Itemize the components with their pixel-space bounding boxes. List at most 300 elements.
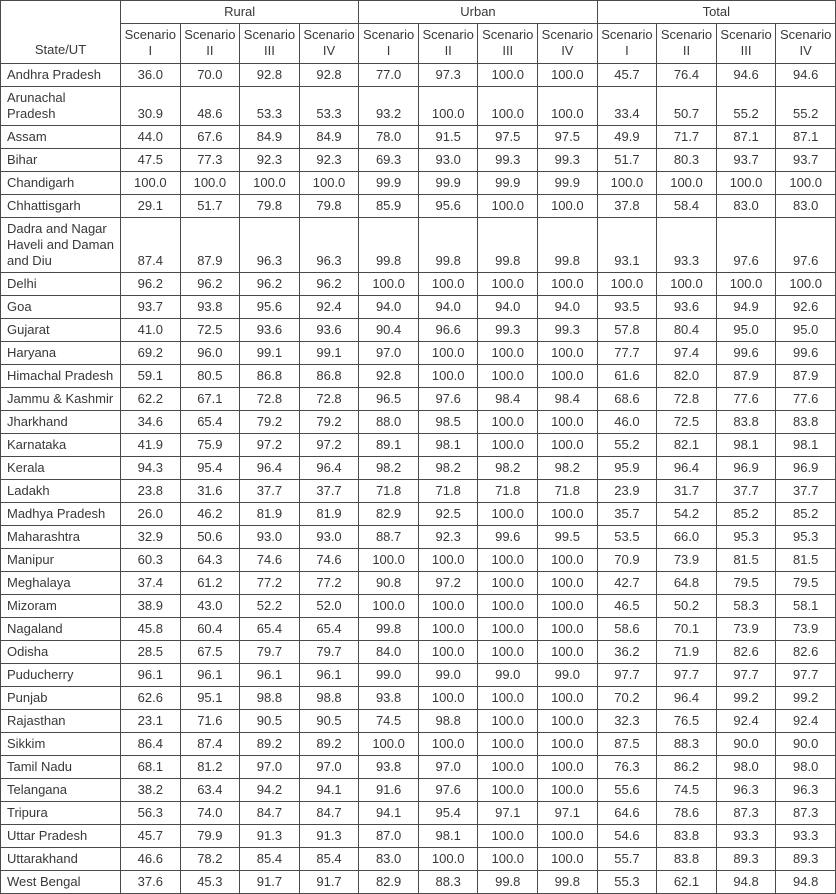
scenario-numeral: I xyxy=(386,43,391,58)
total-scenario-iv-value: 94.8 xyxy=(776,871,836,894)
total-scenario-iii-value: 100.0 xyxy=(716,273,776,296)
total-scenario-ii-value: 78.6 xyxy=(657,802,717,825)
urban-scenario-iv-value: 94.0 xyxy=(538,296,598,319)
rural-scenario-iii-value: 96.3 xyxy=(240,218,300,273)
state-name: Haryana xyxy=(1,342,121,365)
urban-scenario-iii-value: 99.9 xyxy=(478,172,538,195)
scenario-word: Scenario xyxy=(541,27,593,42)
total-scenario-ii-value: 31.7 xyxy=(657,480,717,503)
scenario-word: Scenario xyxy=(422,27,474,42)
urban-scenario-iii-value: 99.8 xyxy=(478,218,538,273)
urban-scenario-iii-value: 99.3 xyxy=(478,319,538,342)
rural-scenario-iv-value: 97.2 xyxy=(299,434,359,457)
total-scenario-i-value: 93.5 xyxy=(597,296,657,319)
total-scenario-ii-value: 97.4 xyxy=(657,342,717,365)
urban-scenario-iv-value: 99.3 xyxy=(538,319,598,342)
total-scenario-iv-value: 83.8 xyxy=(776,411,836,434)
total-scenario-i-value: 53.5 xyxy=(597,526,657,549)
total-scenario-i-value: 37.8 xyxy=(597,195,657,218)
table-row xyxy=(1,434,836,457)
total-scenario-ii-value: 73.9 xyxy=(657,549,717,572)
rural-scenario-iv-value: 91.7 xyxy=(299,871,359,894)
rural-scenario-iii-value: 85.4 xyxy=(240,848,300,871)
total-scenario-i-value: 55.3 xyxy=(597,871,657,894)
total-scenario-iv-value: 87.1 xyxy=(776,126,836,149)
state-name: Manipur xyxy=(1,549,121,572)
table-row xyxy=(1,802,836,825)
scenario-numeral: III xyxy=(502,43,514,58)
urban-scenario-i-value: 91.6 xyxy=(359,779,419,802)
rural-scenario-iv-value: 74.6 xyxy=(299,549,359,572)
urban-scenario-i-value: 93.8 xyxy=(359,756,419,779)
group-header-urban: Urban xyxy=(359,1,597,24)
table-row xyxy=(1,64,836,87)
total-scenario-i-value: 61.6 xyxy=(597,365,657,388)
total-scenario-i-value: 57.8 xyxy=(597,319,657,342)
urban-scenario-i-value: 78.0 xyxy=(359,126,419,149)
total-scenario-ii-value: 54.2 xyxy=(657,503,717,526)
total-scenario-ii-value: 80.4 xyxy=(657,319,717,342)
total-scenario-iii-value: 58.3 xyxy=(716,595,776,618)
rural-scenario-ii-value: 81.2 xyxy=(180,756,240,779)
scenario-word: Scenario xyxy=(482,27,534,42)
scenario-numeral: III xyxy=(264,43,275,58)
rural-scenario-iii-value: 81.9 xyxy=(240,503,300,526)
urban-scenario-iii-value: 100.0 xyxy=(478,779,538,802)
total-scenario-iii-value: 99.2 xyxy=(716,687,776,710)
scenario-numeral: IV xyxy=(322,43,336,58)
rural-scenario-iv-value: 90.5 xyxy=(299,710,359,733)
total-scenario-iv-value: 97.6 xyxy=(776,218,836,273)
state-name: Tamil Nadu xyxy=(1,756,121,779)
scenario-numeral: IV xyxy=(799,43,812,58)
urban-scenario-ii-value: 95.4 xyxy=(418,802,478,825)
scenario-header-urban-ii xyxy=(418,24,478,64)
urban-scenario-ii-value: 71.8 xyxy=(418,480,478,503)
total-scenario-i-value: 32.3 xyxy=(597,710,657,733)
rural-scenario-i-value: 62.2 xyxy=(121,388,181,411)
state-name: Delhi xyxy=(1,273,121,296)
rural-scenario-i-value: 37.4 xyxy=(121,572,181,595)
table-row xyxy=(1,296,836,319)
total-scenario-iv-value: 98.1 xyxy=(776,434,836,457)
rural-scenario-ii-value: 67.1 xyxy=(180,388,240,411)
total-scenario-iv-value: 92.4 xyxy=(776,710,836,733)
rural-scenario-iii-value: 84.9 xyxy=(240,126,300,149)
scenario-header-urban-iv xyxy=(538,24,598,64)
rural-scenario-iv-value: 93.6 xyxy=(299,319,359,342)
urban-scenario-iii-value: 71.8 xyxy=(478,480,538,503)
urban-scenario-ii-value: 100.0 xyxy=(418,342,478,365)
urban-scenario-iv-value: 98.2 xyxy=(538,457,598,480)
total-scenario-i-value: 33.4 xyxy=(597,87,657,126)
state-name: Maharashtra xyxy=(1,526,121,549)
rural-scenario-i-value: 41.9 xyxy=(121,434,181,457)
state-name: Jharkhand xyxy=(1,411,121,434)
total-scenario-iv-value: 93.3 xyxy=(776,825,836,848)
total-scenario-iii-value: 37.7 xyxy=(716,480,776,503)
urban-scenario-i-value: 94.0 xyxy=(359,296,419,319)
table-row xyxy=(1,480,836,503)
total-scenario-ii-value: 96.4 xyxy=(657,457,717,480)
rural-scenario-iii-value: 77.2 xyxy=(240,572,300,595)
urban-scenario-ii-value: 100.0 xyxy=(418,273,478,296)
rural-scenario-iv-value: 96.3 xyxy=(299,218,359,273)
urban-scenario-i-value: 84.0 xyxy=(359,641,419,664)
total-scenario-iii-value: 94.6 xyxy=(716,64,776,87)
table-row xyxy=(1,687,836,710)
state-name: Chhattisgarh xyxy=(1,195,121,218)
state-name: Andhra Pradesh xyxy=(1,64,121,87)
urban-scenario-ii-value: 97.3 xyxy=(418,64,478,87)
rural-scenario-ii-value: 95.1 xyxy=(180,687,240,710)
scenario-word: Scenario xyxy=(303,27,355,42)
scenario-word: Scenario xyxy=(601,27,653,42)
urban-scenario-iv-value: 100.0 xyxy=(538,64,598,87)
total-scenario-iii-value: 73.9 xyxy=(716,618,776,641)
rural-scenario-iii-value: 72.8 xyxy=(240,388,300,411)
total-scenario-iv-value: 97.7 xyxy=(776,664,836,687)
total-scenario-ii-value: 96.4 xyxy=(657,687,717,710)
rural-scenario-ii-value: 51.7 xyxy=(180,195,240,218)
rural-scenario-ii-value: 50.6 xyxy=(180,526,240,549)
rural-scenario-ii-value: 60.4 xyxy=(180,618,240,641)
urban-scenario-iv-value: 100.0 xyxy=(538,342,598,365)
rural-scenario-iii-value: 52.2 xyxy=(240,595,300,618)
rural-scenario-ii-value: 43.0 xyxy=(180,595,240,618)
urban-scenario-iii-value: 100.0 xyxy=(478,411,538,434)
rural-scenario-i-value: 45.7 xyxy=(121,825,181,848)
total-scenario-ii-value: 76.4 xyxy=(657,64,717,87)
urban-scenario-iv-value: 99.3 xyxy=(538,149,598,172)
rural-scenario-ii-value: 96.0 xyxy=(180,342,240,365)
total-scenario-i-value: 58.6 xyxy=(597,618,657,641)
urban-scenario-i-value: 99.8 xyxy=(359,618,419,641)
state-name: Uttar Pradesh xyxy=(1,825,121,848)
total-scenario-iii-value: 79.5 xyxy=(716,572,776,595)
state-name: Karnataka xyxy=(1,434,121,457)
rural-scenario-iii-value: 86.8 xyxy=(240,365,300,388)
total-scenario-i-value: 95.9 xyxy=(597,457,657,480)
rural-scenario-ii-value: 75.9 xyxy=(180,434,240,457)
rural-scenario-iii-value: 90.5 xyxy=(240,710,300,733)
scenario-word: Scenario xyxy=(720,27,772,42)
total-scenario-iv-value: 83.0 xyxy=(776,195,836,218)
total-scenario-ii-value: 70.1 xyxy=(657,618,717,641)
rural-scenario-i-value: 36.0 xyxy=(121,64,181,87)
total-scenario-iv-value: 92.6 xyxy=(776,296,836,319)
state-name: Tripura xyxy=(1,802,121,825)
rural-scenario-ii-value: 71.6 xyxy=(180,710,240,733)
total-scenario-ii-value: 74.5 xyxy=(657,779,717,802)
scenario-word: Scenario xyxy=(124,27,176,42)
scenario-header-total-ii xyxy=(657,24,717,64)
urban-scenario-i-value: 99.0 xyxy=(359,664,419,687)
urban-scenario-ii-value: 96.6 xyxy=(418,319,478,342)
urban-scenario-ii-value: 88.3 xyxy=(418,871,478,894)
urban-scenario-iv-value: 100.0 xyxy=(538,641,598,664)
urban-scenario-iii-value: 100.0 xyxy=(478,549,538,572)
rural-scenario-iii-value: 96.2 xyxy=(240,273,300,296)
scenario-header-total-iv xyxy=(776,24,836,64)
total-scenario-iii-value: 98.0 xyxy=(716,756,776,779)
total-scenario-iv-value: 94.6 xyxy=(776,64,836,87)
urban-scenario-ii-value: 94.0 xyxy=(418,296,478,319)
urban-scenario-i-value: 90.8 xyxy=(359,572,419,595)
scenario-word: Scenario xyxy=(184,27,236,42)
table-header xyxy=(1,1,836,64)
rural-scenario-iv-value: 92.3 xyxy=(299,149,359,172)
urban-scenario-iv-value: 100.0 xyxy=(538,595,598,618)
urban-scenario-i-value: 98.2 xyxy=(359,457,419,480)
rural-scenario-ii-value: 87.9 xyxy=(180,218,240,273)
rural-scenario-iv-value: 91.3 xyxy=(299,825,359,848)
total-scenario-iii-value: 90.0 xyxy=(716,733,776,756)
table-row xyxy=(1,149,836,172)
state-name: Ladakh xyxy=(1,480,121,503)
state-name: Rajasthan xyxy=(1,710,121,733)
urban-scenario-ii-value: 99.9 xyxy=(418,172,478,195)
group-header-total: Total xyxy=(597,1,835,24)
urban-scenario-i-value: 92.8 xyxy=(359,365,419,388)
urban-scenario-iv-value: 99.8 xyxy=(538,218,598,273)
urban-scenario-iv-value: 100.0 xyxy=(538,848,598,871)
total-scenario-iii-value: 55.2 xyxy=(716,87,776,126)
total-scenario-iii-value: 82.6 xyxy=(716,641,776,664)
total-scenario-iii-value: 94.9 xyxy=(716,296,776,319)
rural-scenario-i-value: 96.2 xyxy=(121,273,181,296)
total-scenario-ii-value: 80.3 xyxy=(657,149,717,172)
state-name: Kerala xyxy=(1,457,121,480)
total-scenario-iii-value: 77.6 xyxy=(716,388,776,411)
total-scenario-iii-value: 99.6 xyxy=(716,342,776,365)
rural-scenario-i-value: 29.1 xyxy=(121,195,181,218)
total-scenario-iii-value: 83.8 xyxy=(716,411,776,434)
state-name: Jammu & Kashmir xyxy=(1,388,121,411)
rural-scenario-i-value: 45.8 xyxy=(121,618,181,641)
urban-scenario-ii-value: 100.0 xyxy=(418,733,478,756)
scenario-header-urban-iii xyxy=(478,24,538,64)
table-row xyxy=(1,641,836,664)
total-scenario-iv-value: 85.2 xyxy=(776,503,836,526)
rural-scenario-i-value: 46.6 xyxy=(121,848,181,871)
urban-scenario-ii-value: 100.0 xyxy=(418,549,478,572)
rural-scenario-iii-value: 37.7 xyxy=(240,480,300,503)
total-scenario-iv-value: 100.0 xyxy=(776,172,836,195)
total-scenario-iii-value: 94.8 xyxy=(716,871,776,894)
urban-scenario-iv-value: 100.0 xyxy=(538,825,598,848)
total-scenario-iii-value: 95.0 xyxy=(716,319,776,342)
rural-scenario-ii-value: 64.3 xyxy=(180,549,240,572)
urban-scenario-i-value: 88.7 xyxy=(359,526,419,549)
urban-scenario-ii-value: 92.5 xyxy=(418,503,478,526)
rural-scenario-ii-value: 74.0 xyxy=(180,802,240,825)
urban-scenario-i-value: 82.9 xyxy=(359,503,419,526)
total-scenario-iv-value: 81.5 xyxy=(776,549,836,572)
rural-scenario-iv-value: 100.0 xyxy=(299,172,359,195)
rural-scenario-i-value: 32.9 xyxy=(121,526,181,549)
urban-scenario-i-value: 85.9 xyxy=(359,195,419,218)
urban-scenario-i-value: 89.1 xyxy=(359,434,419,457)
table-row xyxy=(1,664,836,687)
rural-scenario-iii-value: 93.6 xyxy=(240,319,300,342)
urban-scenario-iv-value: 100.0 xyxy=(538,733,598,756)
rural-scenario-ii-value: 77.3 xyxy=(180,149,240,172)
rural-scenario-iii-value: 98.8 xyxy=(240,687,300,710)
table-row xyxy=(1,595,836,618)
urban-scenario-iii-value: 100.0 xyxy=(478,733,538,756)
rural-scenario-ii-value: 100.0 xyxy=(180,172,240,195)
rural-scenario-iii-value: 96.4 xyxy=(240,457,300,480)
total-scenario-i-value: 46.0 xyxy=(597,411,657,434)
urban-scenario-i-value: 69.3 xyxy=(359,149,419,172)
total-scenario-iv-value: 73.9 xyxy=(776,618,836,641)
rural-scenario-iv-value: 99.1 xyxy=(299,342,359,365)
total-scenario-ii-value: 64.8 xyxy=(657,572,717,595)
total-scenario-ii-value: 71.9 xyxy=(657,641,717,664)
urban-scenario-iv-value: 100.0 xyxy=(538,365,598,388)
total-scenario-ii-value: 66.0 xyxy=(657,526,717,549)
total-scenario-ii-value: 76.5 xyxy=(657,710,717,733)
total-scenario-i-value: 54.6 xyxy=(597,825,657,848)
urban-scenario-i-value: 99.8 xyxy=(359,218,419,273)
urban-scenario-iv-value: 100.0 xyxy=(538,687,598,710)
rural-scenario-i-value: 87.4 xyxy=(121,218,181,273)
total-scenario-i-value: 70.2 xyxy=(597,687,657,710)
table-row xyxy=(1,342,836,365)
urban-scenario-iv-value: 100.0 xyxy=(538,87,598,126)
table-row xyxy=(1,710,836,733)
total-scenario-ii-value: 82.0 xyxy=(657,365,717,388)
scenario-header-rural-iii xyxy=(240,24,300,64)
urban-scenario-i-value: 94.1 xyxy=(359,802,419,825)
table-row xyxy=(1,218,836,273)
total-scenario-ii-value: 100.0 xyxy=(657,273,717,296)
rural-scenario-iv-value: 84.9 xyxy=(299,126,359,149)
table-row xyxy=(1,319,836,342)
total-scenario-ii-value: 58.4 xyxy=(657,195,717,218)
rural-scenario-ii-value: 65.4 xyxy=(180,411,240,434)
urban-scenario-ii-value: 100.0 xyxy=(418,848,478,871)
state-name: Himachal Pradesh xyxy=(1,365,121,388)
state-name: Meghalaya xyxy=(1,572,121,595)
urban-scenario-ii-value: 100.0 xyxy=(418,641,478,664)
rural-scenario-ii-value: 87.4 xyxy=(180,733,240,756)
total-scenario-iv-value: 96.3 xyxy=(776,779,836,802)
scenario-word: Scenario xyxy=(243,27,296,42)
rural-scenario-i-value: 30.9 xyxy=(121,87,181,126)
total-scenario-i-value: 100.0 xyxy=(597,273,657,296)
rural-scenario-i-value: 59.1 xyxy=(121,365,181,388)
rural-scenario-i-value: 44.0 xyxy=(121,126,181,149)
total-scenario-i-value: 100.0 xyxy=(597,172,657,195)
rural-scenario-ii-value: 80.5 xyxy=(180,365,240,388)
urban-scenario-iii-value: 100.0 xyxy=(478,195,538,218)
total-scenario-iv-value: 55.2 xyxy=(776,87,836,126)
urban-scenario-i-value: 74.5 xyxy=(359,710,419,733)
urban-scenario-i-value: 97.0 xyxy=(359,342,419,365)
rural-scenario-ii-value: 67.6 xyxy=(180,126,240,149)
rural-scenario-ii-value: 48.6 xyxy=(180,87,240,126)
total-scenario-i-value: 49.9 xyxy=(597,126,657,149)
rural-scenario-i-value: 56.3 xyxy=(121,802,181,825)
rural-scenario-iii-value: 53.3 xyxy=(240,87,300,126)
total-scenario-i-value: 45.7 xyxy=(597,64,657,87)
urban-scenario-iii-value: 100.0 xyxy=(478,64,538,87)
total-scenario-i-value: 46.5 xyxy=(597,595,657,618)
urban-scenario-iii-value: 100.0 xyxy=(478,342,538,365)
total-scenario-i-value: 87.5 xyxy=(597,733,657,756)
rural-scenario-i-value: 28.5 xyxy=(121,641,181,664)
urban-scenario-ii-value: 97.6 xyxy=(418,388,478,411)
rural-scenario-iv-value: 94.1 xyxy=(299,779,359,802)
urban-scenario-ii-value: 100.0 xyxy=(418,618,478,641)
table-body xyxy=(1,64,836,894)
rural-scenario-i-value: 86.4 xyxy=(121,733,181,756)
rural-scenario-iv-value: 53.3 xyxy=(299,87,359,126)
total-scenario-iv-value: 87.9 xyxy=(776,365,836,388)
urban-scenario-iv-value: 99.8 xyxy=(538,871,598,894)
urban-scenario-iii-value: 98.2 xyxy=(478,457,538,480)
urban-scenario-ii-value: 100.0 xyxy=(418,87,478,126)
total-scenario-iv-value: 58.1 xyxy=(776,595,836,618)
total-scenario-i-value: 77.7 xyxy=(597,342,657,365)
urban-scenario-iii-value: 99.6 xyxy=(478,526,538,549)
state-name: Telangana xyxy=(1,779,121,802)
urban-scenario-iii-value: 100.0 xyxy=(478,825,538,848)
urban-scenario-iv-value: 100.0 xyxy=(538,779,598,802)
urban-scenario-iii-value: 94.0 xyxy=(478,296,538,319)
state-name: Madhya Pradesh xyxy=(1,503,121,526)
total-scenario-ii-value: 88.3 xyxy=(657,733,717,756)
total-scenario-iii-value: 92.4 xyxy=(716,710,776,733)
rural-scenario-iv-value: 96.1 xyxy=(299,664,359,687)
urban-scenario-ii-value: 100.0 xyxy=(418,687,478,710)
rural-scenario-iv-value: 52.0 xyxy=(299,595,359,618)
urban-scenario-i-value: 100.0 xyxy=(359,595,419,618)
table-row xyxy=(1,572,836,595)
urban-scenario-ii-value: 98.1 xyxy=(418,825,478,848)
rural-scenario-ii-value: 95.4 xyxy=(180,457,240,480)
urban-scenario-iv-value: 100.0 xyxy=(538,549,598,572)
rural-scenario-iv-value: 98.8 xyxy=(299,687,359,710)
total-scenario-iv-value: 79.5 xyxy=(776,572,836,595)
urban-scenario-ii-value: 99.0 xyxy=(418,664,478,687)
rural-scenario-iv-value: 96.2 xyxy=(299,273,359,296)
table-row xyxy=(1,457,836,480)
urban-scenario-iii-value: 99.3 xyxy=(478,149,538,172)
rural-scenario-iii-value: 74.6 xyxy=(240,549,300,572)
scenario-numeral: III xyxy=(740,43,752,58)
rural-scenario-ii-value: 45.3 xyxy=(180,871,240,894)
rural-scenario-iii-value: 97.2 xyxy=(240,434,300,457)
urban-scenario-iii-value: 100.0 xyxy=(478,365,538,388)
total-scenario-ii-value: 100.0 xyxy=(657,172,717,195)
total-scenario-ii-value: 71.7 xyxy=(657,126,717,149)
scenario-numeral: I xyxy=(625,43,629,58)
urban-scenario-ii-value: 93.0 xyxy=(418,149,478,172)
urban-scenario-i-value: 88.0 xyxy=(359,411,419,434)
urban-scenario-ii-value: 98.2 xyxy=(418,457,478,480)
total-scenario-iv-value: 82.6 xyxy=(776,641,836,664)
state-name: Nagaland xyxy=(1,618,121,641)
urban-scenario-i-value: 83.0 xyxy=(359,848,419,871)
scenario-header-row xyxy=(1,24,836,64)
rural-scenario-i-value: 34.6 xyxy=(121,411,181,434)
urban-scenario-i-value: 82.9 xyxy=(359,871,419,894)
state-name: Uttarakhand xyxy=(1,848,121,871)
rural-scenario-ii-value: 63.4 xyxy=(180,779,240,802)
